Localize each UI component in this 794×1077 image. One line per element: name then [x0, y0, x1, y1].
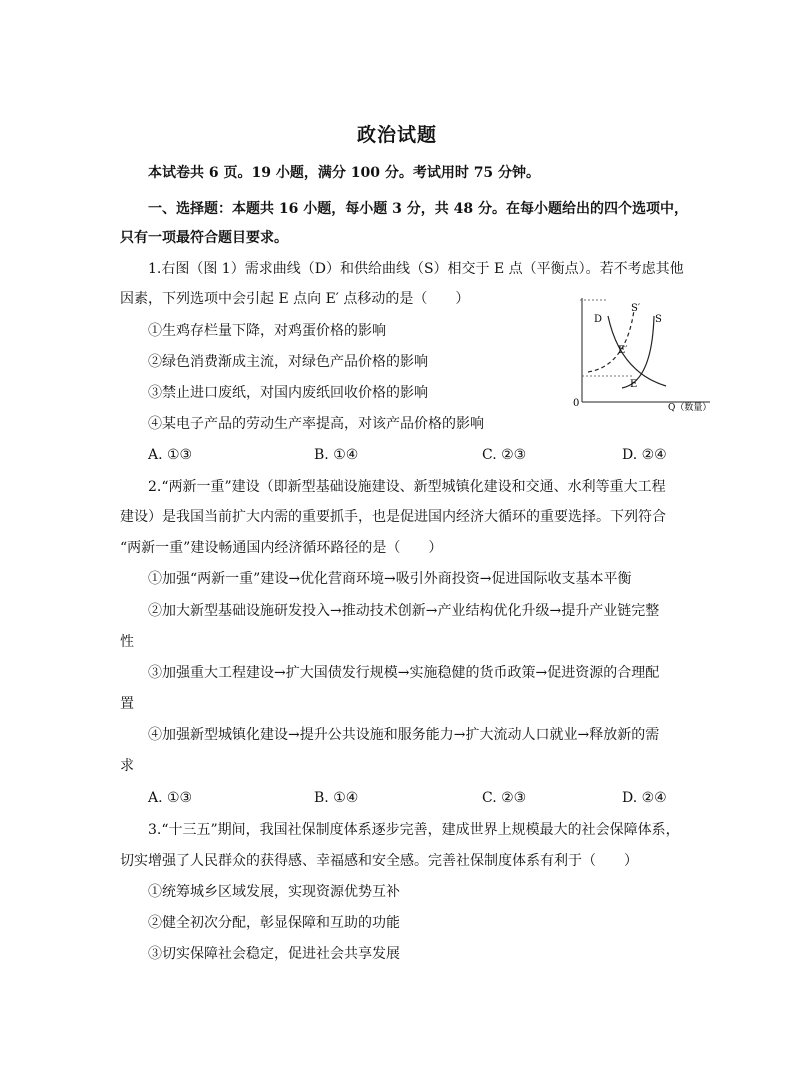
label-e: E: [630, 379, 638, 390]
q2-item-2-line2: 性: [120, 634, 134, 650]
q1-option-b[interactable]: B. ①④: [314, 447, 359, 463]
section-heading-line2: 只有一项最符合题目要求。: [120, 230, 288, 246]
q2-item-1: ①加强“两新一重”建设→优化营商环境→吸引外商投资→促进国际收支基本平衡: [148, 571, 632, 587]
label-origin: 0: [573, 398, 580, 409]
demand-curve: [608, 316, 666, 386]
q1-item-2: ②绿色消费渐成主流，对绿色产品价格的影响: [148, 354, 428, 370]
q3-item-1: ①统筹城乡区域发展，实现资源优势互补: [148, 884, 400, 900]
q2-item-4-line1: ④加强新型城镇化建设→提升公共设施和服务能力→扩大流动人口就业→释放新的需: [148, 727, 660, 743]
q2-option-d[interactable]: D. ②④: [622, 790, 667, 806]
q2-options: [148, 788, 678, 808]
q2-item-3-line1: ③加强重大工程建设→扩大国债发行规模→实施稳健的货币政策→促进资源的合理配: [148, 665, 660, 681]
q1-option-d[interactable]: D. ②④: [622, 447, 667, 463]
q1-item-4: ④某电子产品的劳动生产率提高，对该产品价格的影响: [148, 416, 484, 432]
label-e-prime: E′: [618, 345, 628, 356]
q2-option-b[interactable]: B. ①④: [314, 790, 359, 806]
q2-item-2-line1: ②加大新型基础设施研发投入→推动技术创新→产业结构优化升级→提升产业链完整: [148, 603, 660, 619]
q2-item-4-line2: 求: [120, 758, 134, 774]
q3-stem-line2: 切实增强了人民群众的获得感、幸福感和安全感。完善社保制度体系有利于（ ）: [120, 853, 638, 869]
q2-item-3-line2: 置: [120, 696, 134, 712]
q2-option-a[interactable]: A. ①③: [148, 790, 193, 806]
q3-item-3: ③切实保障社会稳定，促进社会共享发展: [148, 946, 400, 962]
page-title: 政治试题: [356, 124, 437, 146]
q3-stem-line1: 3.“十三五”期间，我国社保制度体系逐步完善，建成世界上规模最大的社会保障体系，: [148, 822, 680, 838]
q3-item-2: ②健全初次分配，彰显保障和互助的功能: [148, 915, 400, 931]
q2-option-c[interactable]: C. ②③: [482, 790, 527, 806]
q1-options: [148, 445, 678, 465]
q1-stem-line1: 1.右图（图 1）需求曲线（D）和供给曲线（S）相交于 E 点（平衡点）。若不考虑其他: [148, 261, 684, 277]
section-heading-line1: 一、选择题：本题共 16 小题，每小题 3 分，共 48 分。在每小题给出的四个选项中，: [148, 201, 688, 217]
exam-intro: 本试卷共 6 页。19 小题，满分 100 分。考试用时 75 分钟。: [148, 165, 541, 181]
q1-stem-line2: 因素，下列选项中会引起 E 点向 E′ 点移动的是（ ）: [120, 291, 470, 307]
label-d: D: [594, 314, 603, 325]
label-q-axis: Q（数量）: [668, 403, 712, 413]
q2-stem-line1: 2.“两新一重”建设（即新型基础设施建设、新型城镇化建设和交通、水利等重大工程: [148, 479, 666, 495]
q2-stem-line3: “两新一重”建设畅通国内经济循环路径的是（ ）: [120, 540, 443, 556]
q2-stem-line2: 建设）是我国当前扩大内需的重要抓手，也是促进国内经济大循环的重要选择。下列符合: [120, 509, 666, 525]
q1-item-3: ③禁止进口废纸，对国内废纸回收价格的影响: [148, 385, 428, 401]
supply-demand-figure: [568, 294, 723, 414]
q1-option-a[interactable]: A. ①③: [148, 447, 193, 463]
q1-item-1: ①生鸡存栏量下降，对鸡蛋价格的影响: [148, 323, 386, 339]
q1-option-c[interactable]: C. ②③: [482, 447, 527, 463]
supply-demand-svg: [568, 294, 723, 414]
label-s-prime: S′: [631, 303, 641, 314]
label-s: S: [655, 314, 662, 325]
